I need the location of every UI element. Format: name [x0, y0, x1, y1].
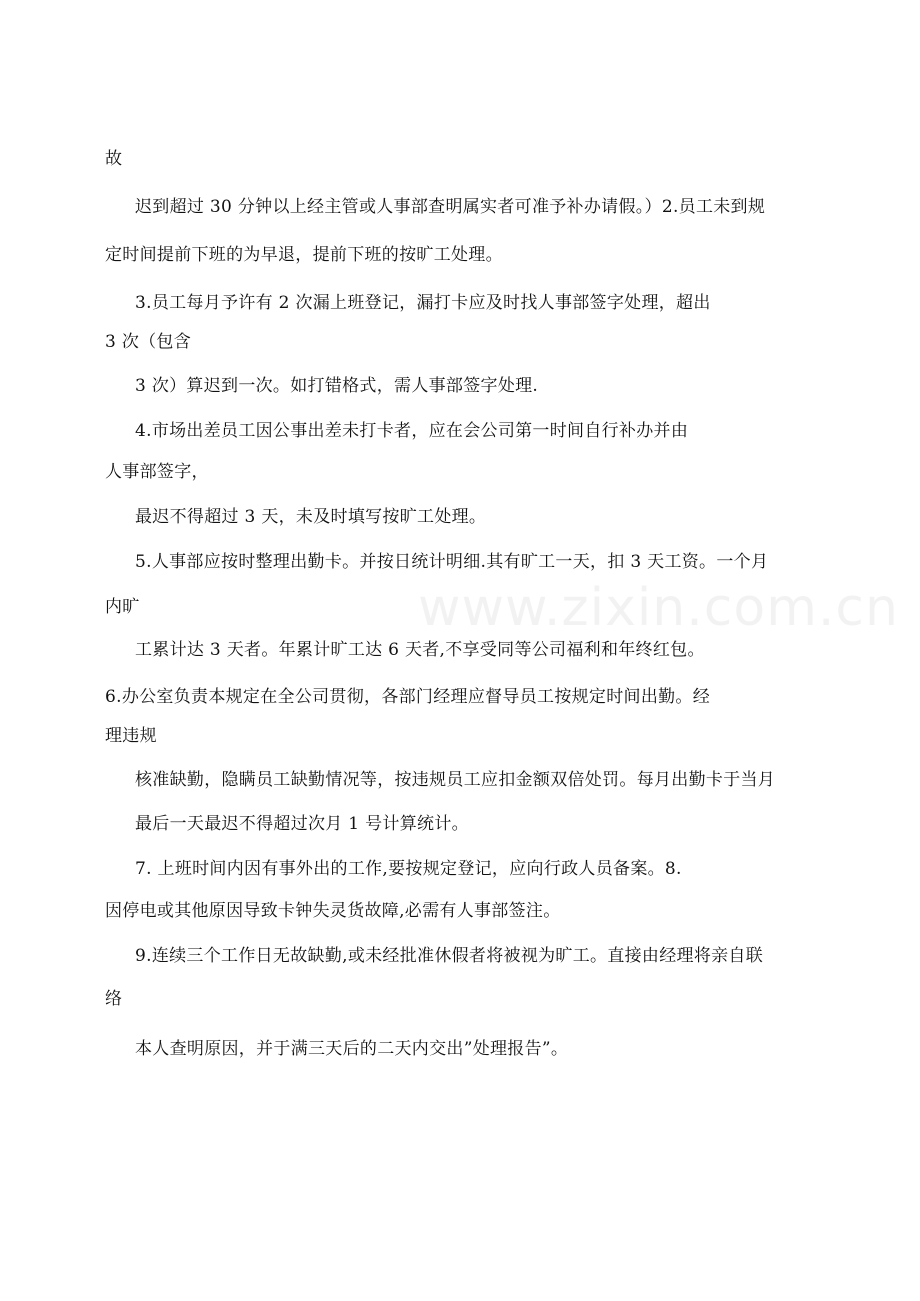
- text-line: 内旷: [105, 597, 140, 617]
- text-line: 3.员工每月予许有 2 次漏上班登记，漏打卡应及时找人事部签字处理，超出: [135, 293, 711, 313]
- text-line: 络: [105, 989, 123, 1009]
- text-line: 故: [105, 149, 123, 169]
- text-line: 最后一天最迟不得超过次月 1 号计算统计。: [135, 814, 469, 834]
- text-line: 3 次）算迟到一次。如打错格式，需人事部签字处理.: [135, 376, 539, 396]
- text-line: 7. 上班时间内因有事外出的工作,要按规定登记，应向行政人员备案。8.: [135, 859, 682, 879]
- text-line: 9.连续三个工作日无故缺勤,或未经批准休假者将被视为旷工。直接由经理将亲自联: [135, 946, 764, 966]
- text-line: 3 次（包含: [105, 332, 192, 352]
- text-line: 5.人事部应按时整理出勤卡。并按日统计明细.其有旷工一天，扣 3 天工资。一个月: [135, 552, 769, 572]
- text-line: 核准缺勤，隐瞒员工缺勤情况等，按违规员工应扣金额双倍处罚。每月出勤卡于当月: [135, 770, 776, 790]
- text-line: 因停电或其他原因导致卡钟失灵货故障,必需有人事部签注。: [105, 901, 561, 921]
- text-line: 理违规: [105, 726, 157, 746]
- text-line: 6.办公室负责本规定在全公司贯彻，各部门经理应督导员工按规定时间出勤。经: [105, 687, 711, 707]
- text-line: 迟到超过 30 分钟以上经主管或人事部查明属实者可准予补办请假。）2.员工未到规: [135, 197, 766, 217]
- text-line: 定时间提前下班的为早退，提前下班的按旷工处理。: [105, 245, 503, 265]
- text-line: 4.市场出差员工因公事出差未打卡者，应在会公司第一时间自行补办并由: [135, 421, 689, 441]
- text-line: 工累计达 3 天者。年累计旷工达 6 天者,不享受同等公司福利和年终红包。: [135, 640, 705, 660]
- text-line: 最迟不得超过 3 天，未及时填写按旷工处理。: [135, 507, 487, 527]
- text-line: 本人查明原因，并于满三天后的二天内交出”处理报告”。: [135, 1039, 569, 1059]
- watermark: www.zixin.com.cn: [418, 578, 899, 638]
- text-line: 人事部签字，: [105, 462, 209, 482]
